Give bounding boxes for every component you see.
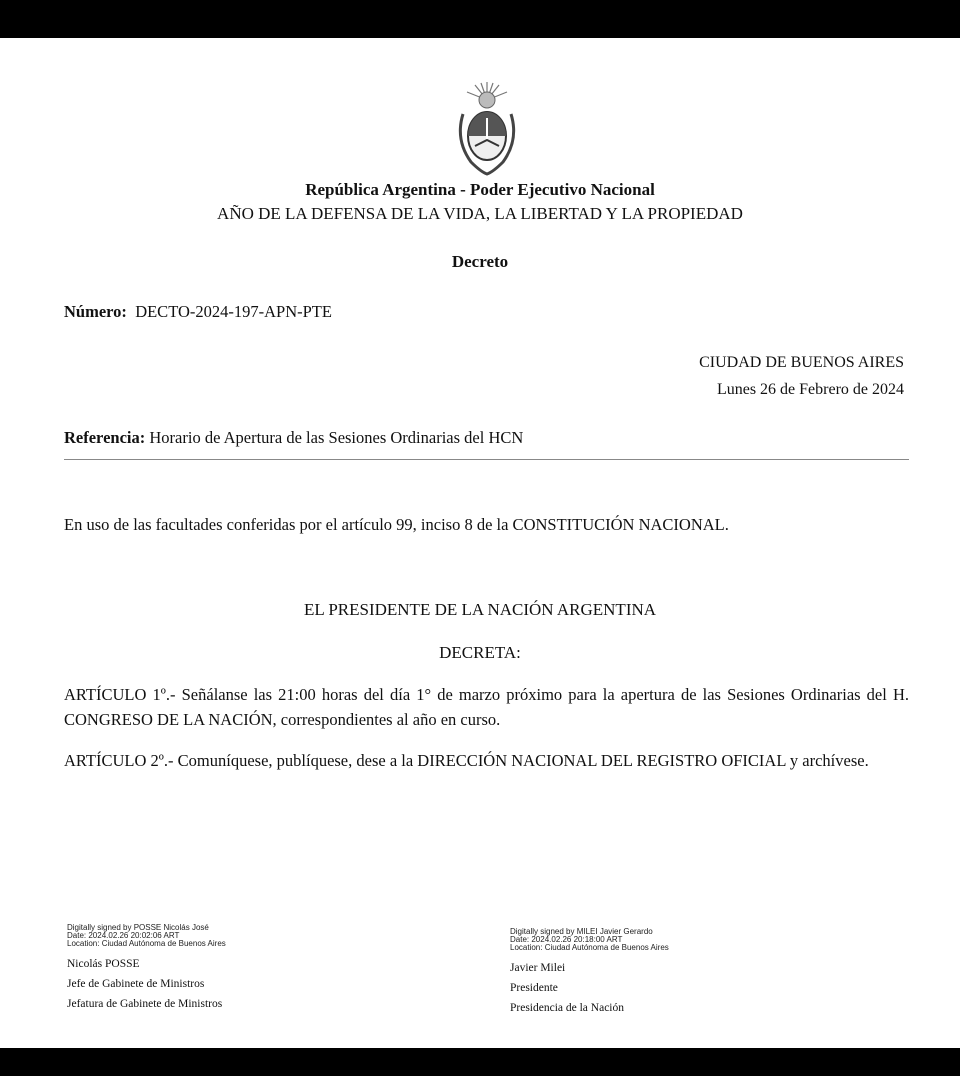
document-type: Decreto — [451, 252, 509, 271]
signature-block-milei — [510, 928, 669, 1018]
article-1: ARTÍCULO 1º.- Señálanse las 21:00 horas del día 1° de marzo próximo para la apertura de las Sesiones Ordinarias del H. CONGRESO DE LA NACIÓN, correspondientes al año en curso. — [64, 685, 909, 729]
signature-signed-by: Digitally signed by POSSE Nicolás José — [67, 923, 209, 932]
president-heading: EL PRESIDENTE DE LA NACIÓN ARGENTINA — [303, 600, 657, 619]
document-reference — [64, 428, 523, 448]
signature-location: Location: Ciudad Autónoma de Buenos Aires — [510, 943, 669, 952]
signer-name: Nicolás POSSE — [67, 958, 140, 970]
preamble: En uso de las facultades conferidas por el artículo 99, inciso 8 de la CONSTITUCIÓN NACIONAL. — [64, 515, 729, 534]
document-date: Lunes 26 de Febrero de 2024 — [716, 381, 904, 398]
signature-date: Date: 2024.02.26 20:02:06 ART — [67, 931, 180, 940]
number-value: DECTO-2024-197-APN-PTE — [135, 302, 332, 321]
signature-block-posse — [67, 924, 226, 1014]
signature-location: Location: Ciudad Autónoma de Buenos Aires — [67, 939, 226, 948]
article-2: ARTÍCULO 2º.- Comuníquese, publíquese, dese a la DIRECCIÓN NACIONAL DEL REGISTRO OFICIAL y archívese. — [64, 751, 869, 770]
document-city: CIUDAD DE BUENOS AIRES — [699, 354, 904, 371]
signer-office: Presidencia de la Nación — [510, 1002, 624, 1014]
document-page — [0, 38, 960, 1048]
signer-role: Presidente — [510, 982, 558, 994]
signer-role: Jefe de Gabinete de Ministros — [67, 978, 205, 990]
signer-office: Jefatura de Gabinete de Ministros — [67, 998, 223, 1010]
header-year-motto: AÑO DE LA DEFENSA DE LA VIDA, LA LIBERTAD Y LA PROPIEDAD — [217, 204, 743, 223]
coat-of-arms-icon — [451, 80, 523, 176]
signature-signed-by: Digitally signed by MILEI Javier Gerardo — [510, 927, 653, 936]
signature-date: Date: 2024.02.26 20:18:00 ART — [510, 935, 623, 944]
header-title: República Argentina - Poder Ejecutivo Nacional — [305, 180, 655, 199]
reference-label: Referencia: — [64, 428, 146, 447]
decreta-heading: DECRETA: — [439, 643, 521, 662]
document-number — [64, 302, 332, 322]
number-label: Número: — [64, 302, 127, 321]
reference-value: Horario de Apertura de las Sesiones Ordinarias del HCN — [149, 428, 524, 447]
divider — [64, 459, 909, 460]
signer-name: Javier Milei — [510, 962, 566, 974]
